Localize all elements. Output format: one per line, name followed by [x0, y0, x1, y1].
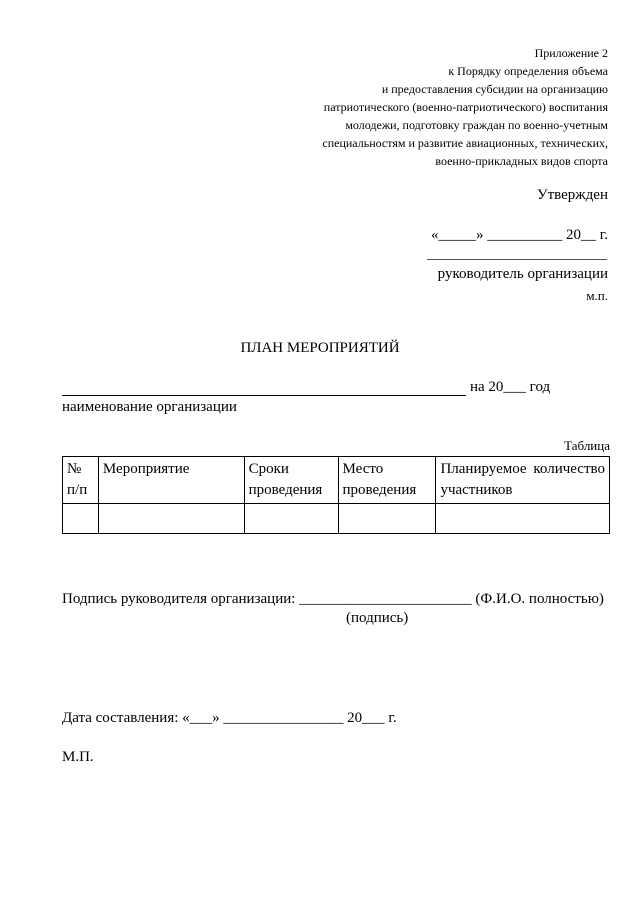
table-cell: [436, 504, 610, 534]
appendix-line: к Порядку определения объема: [448, 64, 608, 78]
approved-label: Утвержден: [536, 187, 608, 203]
table-label: Таблица: [564, 438, 610, 453]
table-cell: [244, 504, 338, 534]
appendix-line: и предоставления субсидии на организацию: [381, 82, 608, 96]
organization-name-caption: наименование организации: [62, 399, 237, 415]
stamp-label: М.П.: [62, 749, 94, 765]
header-dates: Сроки проведения: [244, 457, 338, 504]
table-header-row: [63, 457, 610, 504]
head-role-label: руководитель организации: [437, 266, 608, 282]
appendix-line: патриотического (военно-патриотического) воспитания: [323, 100, 608, 114]
header-participants: Планируемое количество участников: [436, 457, 610, 504]
signature-line: Подпись руководителя организации: _______________________ (Ф.И.О. полностью): [62, 591, 604, 607]
table-row: [63, 504, 610, 534]
table-cell: [338, 504, 436, 534]
page-title: ПЛАН МЕРОПРИЯТИЙ: [240, 340, 400, 356]
appendix-line: молодежи, подготовку граждан по военно-учетным: [345, 118, 608, 132]
table-cell: [98, 504, 244, 534]
header-num: № п/п: [63, 457, 99, 504]
approval-stamp-label: м.п.: [586, 288, 608, 303]
appendix-line: Приложение 2: [534, 46, 608, 60]
plan-year-text: на 20___ год: [470, 379, 551, 395]
compilation-date-line: Дата составления: «___» ________________ 20___ г.: [62, 710, 397, 726]
organization-name-line: [62, 395, 466, 396]
events-table: [62, 456, 610, 534]
header-place: Место проведения: [338, 457, 436, 504]
table-cell: [63, 504, 99, 534]
approval-date-line: «_____» __________ 20__ г.: [431, 227, 608, 243]
signature-caption: (подпись): [346, 610, 409, 626]
appendix-line: военно-прикладных видов спорта: [435, 154, 608, 168]
appendix-block: [322, 44, 608, 170]
head-signature-line: [427, 259, 607, 260]
header-event: Мероприятие: [98, 457, 244, 504]
appendix-line: специальностям и развитие авиационных, технических,: [322, 136, 608, 150]
